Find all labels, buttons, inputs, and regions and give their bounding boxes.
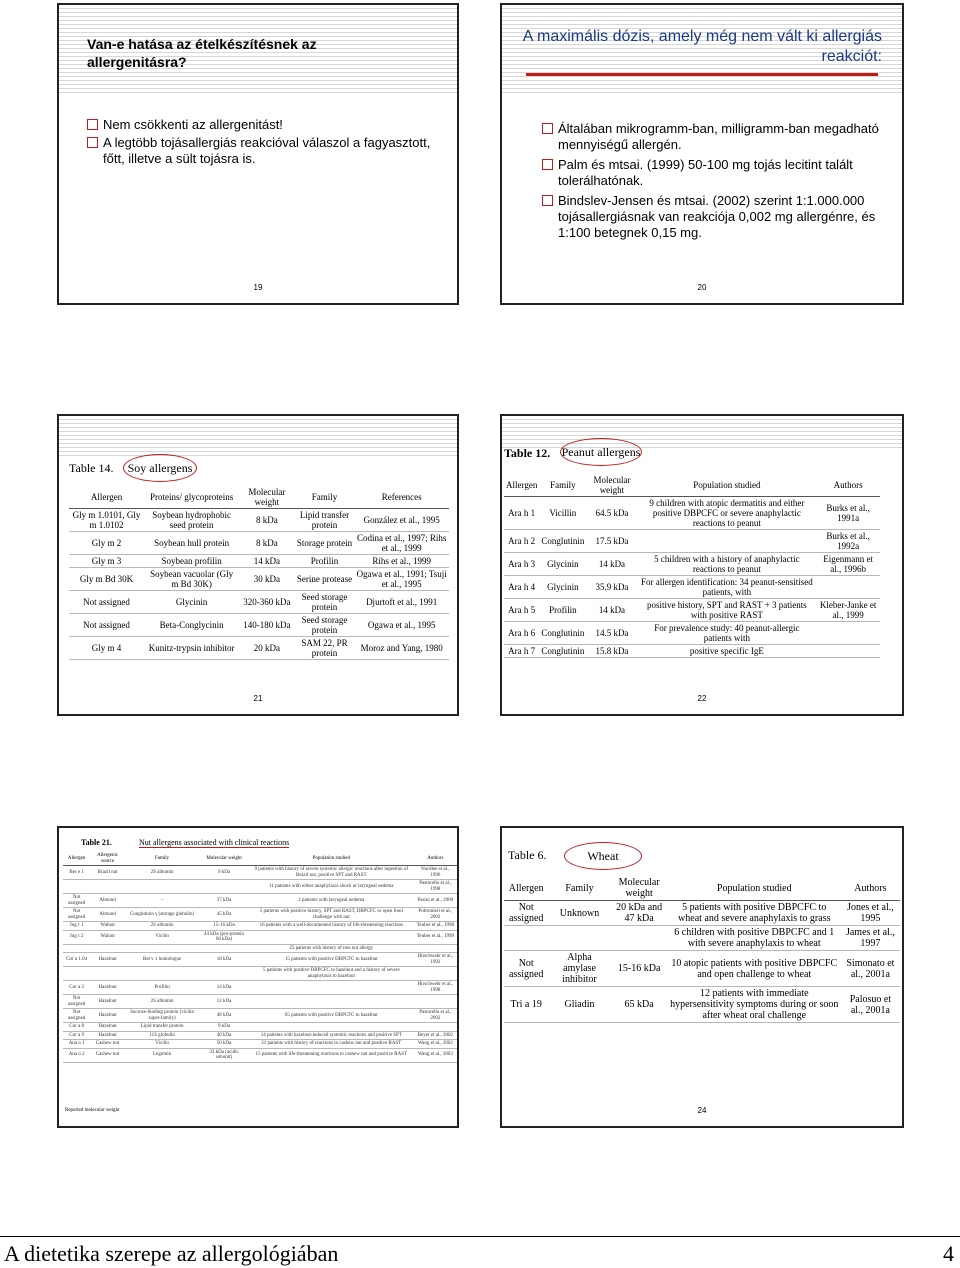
table-row: Not assigned Beta-Conglycinin 140-180 kDa Seed storage protein Ogawa et al., 1995 bbox=[69, 614, 449, 637]
bullet-item: A legtöbb tojásallergiás reakcióval válaszol a fagyasztott, főtt, illetve a sült tojásra is. bbox=[87, 135, 432, 167]
table-row: Cor a 2 Hazelnut Profilin 14 kDa Hirschwehr et al., 1998 bbox=[63, 981, 457, 995]
circled-heading: Soy allergens bbox=[123, 454, 197, 482]
table-row: Ara h 3 Glycinin 14 kDa 5 children with a history of anaphylactic reactions to peanut Eigenmann et al., 1996b bbox=[504, 553, 880, 576]
bullet-item: Általában mikrogramm-ban, milligramm-ban megadható mennyiségű allergén. bbox=[542, 121, 882, 153]
table-row: Jug r 1 Walnut 2S albumin 15-16 kDa 16 patients with a well-documented history of life-threatening reactions Teuber et al., 1998 bbox=[63, 922, 457, 931]
table-label: Table 14. bbox=[69, 461, 114, 475]
slide-20-bullets bbox=[542, 121, 882, 245]
slide-19-bullets bbox=[87, 117, 432, 169]
slide-22 bbox=[500, 414, 904, 716]
table-row: Not assigned Hazelnut 2S albumin 12 kDa bbox=[63, 995, 457, 1009]
table-row: Ara h 2 Conglutinin 17.5 kDa Burks et al., 1992a bbox=[504, 530, 880, 553]
bullet-item: Palm és mtsai. (1999) 50-100 mg tojás lecitint talált tolerálhatónak. bbox=[542, 157, 882, 189]
table-row: Not assigned Glycinin 320-360 kDa Seed storage protein Djurtoft et al., 1991 bbox=[69, 591, 449, 614]
table-row: Cor a 8 Hazelnut Lipid transfer protein 9 kDa bbox=[63, 1023, 457, 1032]
table-footnote: Reported molecular weight bbox=[65, 1108, 120, 1113]
table-row: 25 patients with history of tree nut allergy bbox=[63, 944, 457, 953]
bullet-item: Nem csökkenti az allergenitást! bbox=[87, 117, 432, 133]
table-row: Not assigned Almond Conglutinin γ (storage globulin) 45 kDa 5 patients with positive history, SPT and RAST, DBPCFC or open food challenge with nut Poltronieri et al., 2002 bbox=[63, 908, 457, 922]
table-row: Not assigned Alpha amylase inhibitor 15-16 kDa 10 atopic patients with positive DBPCFC and open challenge to wheat Simonato et al., 2001a bbox=[504, 951, 900, 987]
nut-allergens-table: Allergen Allergenic source Family Molecular weight Population studied Authors Ber e 1 Brazil nut 2S albumin 9 kDa 9 patients with history of severe systemic allergic reactions after ingestion of Brazil nut, positive SPT and RAST Nordlee et al., 1996 11 patients with either anaphylaxis shock or laryngeal oedema Pastorello et al., 1998 Not assigned Almond – 37 kDa 2 patients with laryngeal oedema Pasini et al., 2000 Not assigned Almond Conglutinin γ (storage globulin) 45 kDa 5 patients with positive history, SPT and RAST, DBPCFC or open food challenge with nut Poltronieri et al., 2002 Jug r 1 Walnut 2S albumin 15-16 kDa 16 patients with a well-documented history of life-threatening reactions Teuber et al., 1998 Jug r 2 Walnut Vicilin 44 kDa (pro-protein 66 kDa) Teuber et al., 1999 25 patients with history of tree nut allergy Cor a 1.04 Hazelnut Bet v 1 homologue 18 kDa 15 patients with positive DBPCFC to hazelnut Hirschwehr et al., 1992 5 patients with positive DBPCFC to hazelnut and a history of severe anaphylaxis to hazelnut Cor a 2 Hazelnut Profilin 14 kDa Hirschwehr et al., 1998 Not assigned Hazelnut 2S albumin 12 kDa Not assigned Hazelnut Sucrose-binding protein (vicilin super-family) 48 kDa 65 patients with positive DBPCFC to hazelnut Pastorello et al., 2002 Cor a 8 Hazelnut Lipid transfer protein 9 kDa Cor a 9 Hazelnut 11S globulin 40 kDa 14 patients with hazelnut-induced systemic reactions and positive SPT Beyer et al., 2002 Ana o 1 Cashew nut Vicilin 50 kDa 21 patients with history of reactions to cashew nut and positive RAST Wang et al., 2002 Ana o 2 Cashew nut Legumin 33 kDa (acidic subunit) 15 patients with life-threatening reactions to cashew nut and positive RAST Wang et al., 2003 bbox=[63, 852, 457, 1063]
soy-allergens-table: Allergen Proteins/ glycoproteins Molecular weight Family References Gly m 1.0101, Gly m 1.0102 Soybean hydrophobic seed protein 8 kDa Lipid transfer protein González et al., 1995 Gly m 2 Soybean hull protein 8 kDa Storage protein Codina et al., 1997; Rihs et al., 1999 Gly m 3 Soybean profilin 14 kDa Profilin Rihs et al., 1999 Gly m Bd 30K Soybean vacuolar (Gly m Bd 30K) 30 kDa Serine protease Ogawa et al., 1991; Tsuji et al., 1995 Not assigned Glycinin 320-360 kDa Seed storage protein Djurtoft et al., 1991 Not assigned Beta-Conglycinin 140-180 kDa Seed storage protein Ogawa et al., 1995 Gly m 4 Kunitz-trypsin inhibitor 20 kDa SAM 22, PR protein Moroz and Yang, 1980 bbox=[69, 486, 449, 660]
table-label: Table 21. bbox=[81, 838, 112, 847]
table-label: Table 6. bbox=[508, 848, 547, 862]
footer-page-number: 4 bbox=[943, 1241, 954, 1266]
circled-heading: Wheat bbox=[564, 842, 642, 870]
square-bullet-icon bbox=[542, 195, 553, 206]
square-bullet-icon bbox=[87, 119, 98, 130]
slide-20-title: A maximális dózis, amely még nem vált ki allergiás reakciót: bbox=[522, 28, 882, 65]
table-row: Not assigned Unknown 20 kDa and 47 kDa 5 patients with positive DBPCFC to wheat and severe anaphylaxis to grass Jones et al., 1995 bbox=[504, 901, 900, 926]
table-row: Ana o 1 Cashew nut Vicilin 50 kDa 21 patients with history of reactions to cashew nut and positive RAST Wang et al., 2002 bbox=[63, 1040, 457, 1049]
slide-24 bbox=[500, 826, 904, 1128]
table-row: Ara h 6 Conglutinin 14.5 kDa For prevalence study: 40 peanut-allergic patients with bbox=[504, 622, 880, 645]
title-underline bbox=[526, 73, 878, 76]
table-row: Ara h 1 Vicillin 64.5 kDa 9 children with atopic dermatitis and either positive DBPCFC or severe anaphylactic reactions to peanut Burks et al., 1991a bbox=[504, 497, 880, 530]
footer-divider bbox=[0, 1236, 960, 1237]
circled-heading: Nut allergens associated with clinical reactions bbox=[139, 838, 290, 847]
table-row: Cor a 9 Hazelnut 11S globulin 40 kDa 14 patients with hazelnut-induced systemic reactions and positive SPT Beyer et al., 2002 bbox=[63, 1031, 457, 1040]
slide-number: 19 bbox=[253, 283, 263, 292]
table-row: Not assigned Almond – 37 kDa 2 patients with laryngeal oedema Pasini et al., 2000 bbox=[63, 894, 457, 908]
square-bullet-icon bbox=[542, 123, 553, 134]
table-row: 6 children with positive DBPCFC and 1 with severe anaphylaxis to wheat James et al., 1997 bbox=[504, 926, 900, 951]
footer-title: A dietetika szerepe az allergológiában bbox=[4, 1241, 339, 1266]
table-row: Tri a 19 Gliadin 65 kDa 12 patients with immediate hypersensitivity symptoms during or soon after wheat oral challenge Palosuo et al., 2001a bbox=[504, 987, 900, 1023]
table-row: Jug r 2 Walnut Vicilin 44 kDa (pro-protein 66 kDa) Teuber et al., 1999 bbox=[63, 930, 457, 944]
table-row: Gly m 4 Kunitz-trypsin inhibitor 20 kDa SAM 22, PR protein Moroz and Yang, 1980 bbox=[69, 637, 449, 660]
table-row: Not assigned Hazelnut Sucrose-binding protein (vicilin super-family) 48 kDa 65 patients with positive DBPCFC to hazelnut Pastorello et al., 2002 bbox=[63, 1009, 457, 1023]
table-label: Table 12. bbox=[504, 446, 551, 460]
slide-number: 20 bbox=[697, 283, 707, 292]
table-row: Cor a 1.04 Hazelnut Bet v 1 homologue 18 kDa 15 patients with positive DBPCFC to hazelnut Hirschwehr et al., 1992 bbox=[63, 953, 457, 967]
table-row: Ber e 1 Brazil nut 2S albumin 9 kDa 9 patients with history of severe systemic allergic reactions after ingestion of Brazil nut, positive SPT and RAST Nordlee et al., 1996 bbox=[63, 866, 457, 880]
slide-number: 22 bbox=[697, 694, 707, 703]
circled-heading: Peanut allergens bbox=[560, 438, 642, 466]
peanut-allergens-table: Allergen Family Molecular weight Population studied Authors Ara h 1 Vicillin 64.5 kDa 9 children with atopic dermatitis and either positive DBPCFC or severe anaphylactic reactions to peanut Burks et al., 1991a Ara h 2 Conglutinin 17.5 kDa Burks et al., 1992a Ara h 3 Glycinin 14 kDa 5 children with a history of anaphylactic reactions to peanut Eigenmann et al., 1996b Ara h 4 Glycinin 35.9 kDa For allergen identification: 34 peanut-sensitised patients, with Ara h 5 Profilin 14 kDa positive history, SPT and RAST + 3 patients with positive RAST Kleber-Janke et al., 1999 Ara h 6 Conglutinin 14.5 kDa For prevalence study: 40 peanut-allergic patients with Ara h 7 Conglutinin 15.8 kDa positive specific IgE bbox=[504, 474, 880, 658]
table-row: 5 patients with positive DBPCFC to hazelnut and a history of severe anaphylaxis to hazelnut bbox=[63, 967, 457, 981]
table-row: Gly m 3 Soybean profilin 14 kDa Profilin Rihs et al., 1999 bbox=[69, 555, 449, 568]
slide-19-title: Van-e hatása az ételkészítésnek az allergenitásra? bbox=[87, 36, 317, 70]
slide-20 bbox=[500, 3, 904, 305]
wheat-allergens-table: Allergen Family Molecular weight Population studied Authors Not assigned Unknown 20 kDa and 47 kDa 5 patients with positive DBPCFC to wheat and severe anaphylaxis to grass Jones et al., 1995 6 children with positive DBPCFC and 1 with severe anaphylaxis to wheat James et al., 1997 Not assigned Alpha amylase inhibitor 15-16 kDa 10 atopic patients with positive DBPCFC and open challenge to wheat Simonato et al., 2001a Tri a 19 Gliadin 65 kDa 12 patients with immediate hypersensitivity symptoms during or soon after wheat oral challenge Palosuo et al., 2001a bbox=[504, 876, 900, 1023]
table-row: Ara h 5 Profilin 14 kDa positive history, SPT and RAST + 3 patients with positive RAST Kleber-Janke et al., 1999 bbox=[504, 599, 880, 622]
slide-23 bbox=[57, 826, 459, 1128]
table-row: Ara h 7 Conglutinin 15.8 kDa positive specific IgE bbox=[504, 645, 880, 658]
table-row: Ana o 2 Cashew nut Legumin 33 kDa (acidic subunit) 15 patients with life-threatening reactions to cashew nut and positive RAST Wang et al., 2003 bbox=[63, 1048, 457, 1062]
table-row: Gly m 2 Soybean hull protein 8 kDa Storage protein Codina et al., 1997; Rihs et al., 1999 bbox=[69, 532, 449, 555]
table-row: Gly m 1.0101, Gly m 1.0102 Soybean hydrophobic seed protein 8 kDa Lipid transfer protein González et al., 1995 bbox=[69, 509, 449, 532]
slide-19 bbox=[57, 3, 459, 305]
slide-number: 24 bbox=[697, 1106, 707, 1115]
bullet-item: Bindslev-Jensen és mtsai. (2002) szerint 1:1.000.000 tojásallergiásnak van reakciója 0,002 mg allergénre, és 1:100 betegnek 0,15 mg. bbox=[542, 193, 882, 241]
table-row: Gly m Bd 30K Soybean vacuolar (Gly m Bd 30K) 30 kDa Serine protease Ogawa et al., 1991; Tsuji et al., 1995 bbox=[69, 568, 449, 591]
table-row: 11 patients with either anaphylaxis shock or laryngeal oedema Pastorello et al., 1998 bbox=[63, 880, 457, 894]
slide-21 bbox=[57, 414, 459, 716]
square-bullet-icon bbox=[87, 137, 98, 148]
slide-number: 21 bbox=[253, 694, 263, 703]
square-bullet-icon bbox=[542, 159, 553, 170]
table-row: Ara h 4 Glycinin 35.9 kDa For allergen identification: 34 peanut-sensitised patients, with bbox=[504, 576, 880, 599]
